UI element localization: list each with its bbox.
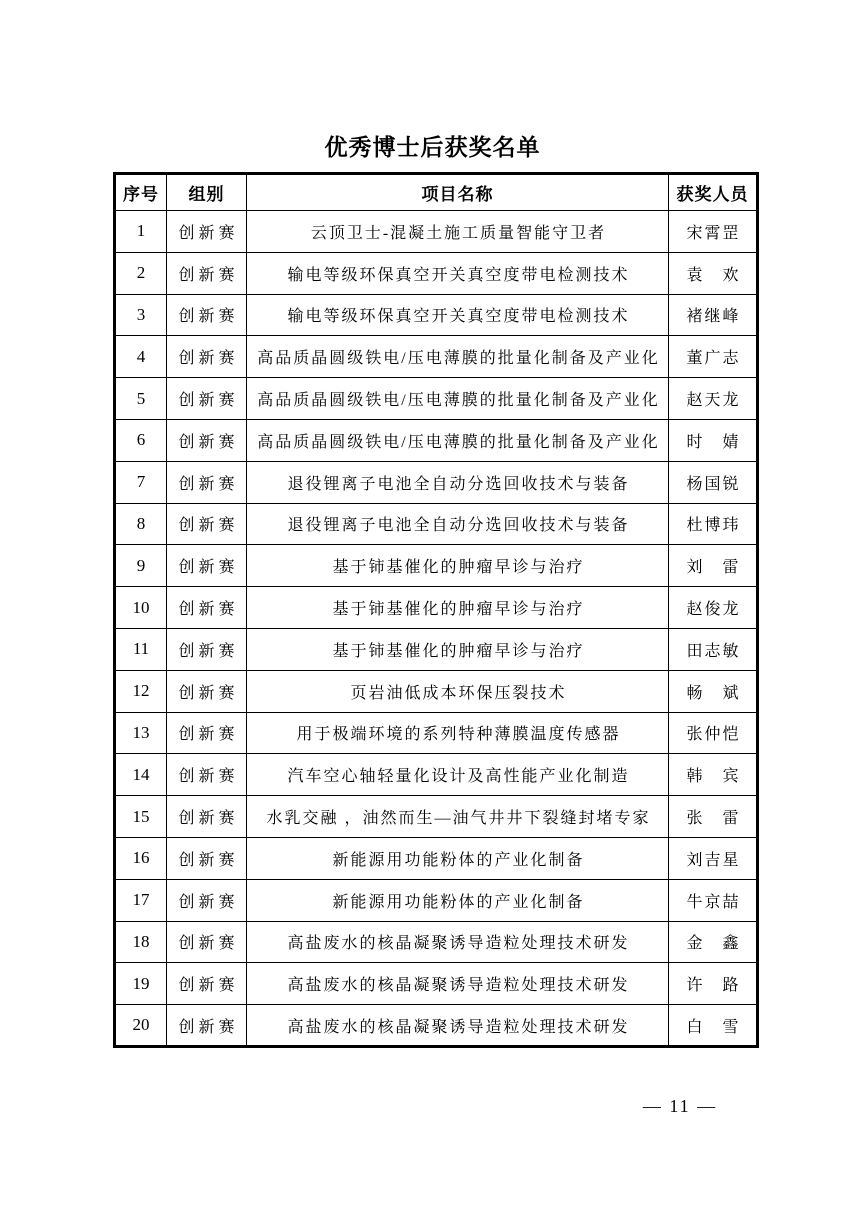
cell-project: 基于铈基催化的肿瘤早诊与治疗 <box>247 545 669 587</box>
cell-group: 创新赛 <box>167 670 247 712</box>
cell-number: 7 <box>115 461 167 503</box>
cell-project: 基于铈基催化的肿瘤早诊与治疗 <box>247 628 669 670</box>
table-row <box>115 670 758 712</box>
table-row <box>115 1005 758 1047</box>
table-row <box>115 921 758 963</box>
cell-number: 9 <box>115 545 167 587</box>
cell-winner: 宋霄罡 <box>669 211 758 253</box>
cell-number: 10 <box>115 587 167 629</box>
cell-group: 创新赛 <box>167 628 247 670</box>
awards-table <box>113 172 759 1048</box>
cell-number: 19 <box>115 963 167 1005</box>
table-row <box>115 712 758 754</box>
page-title: 优秀博士后获奖名单 <box>324 134 541 160</box>
cell-group: 创新赛 <box>167 712 247 754</box>
cell-winner: 杜博玮 <box>669 503 758 545</box>
cell-group: 创新赛 <box>167 503 247 545</box>
cell-winner: 金 鑫 <box>669 921 758 963</box>
cell-project: 用于极端环境的系列特种薄膜温度传感器 <box>247 712 669 754</box>
cell-winner: 刘吉星 <box>669 837 758 879</box>
cell-number: 8 <box>115 503 167 545</box>
cell-winner: 畅 斌 <box>669 670 758 712</box>
cell-group: 创新赛 <box>167 1005 247 1047</box>
cell-number: 12 <box>115 670 167 712</box>
cell-project: 水乳交融 ，油然而生—油气井井下裂缝封堵专家 <box>247 796 669 838</box>
table-row <box>115 963 758 1005</box>
cell-number: 15 <box>115 796 167 838</box>
table-row <box>115 545 758 587</box>
cell-number: 18 <box>115 921 167 963</box>
cell-group: 创新赛 <box>167 837 247 879</box>
table-row <box>115 503 758 545</box>
cell-project: 输电等级环保真空开关真空度带电检测技术 <box>247 252 669 294</box>
cell-number: 5 <box>115 378 167 420</box>
cell-winner: 杨国锐 <box>669 461 758 503</box>
table-row <box>115 294 758 336</box>
cell-group: 创新赛 <box>167 879 247 921</box>
cell-winner: 时 婧 <box>669 419 758 461</box>
cell-group: 创新赛 <box>167 252 247 294</box>
cell-project: 高盐废水的核晶凝聚诱导造粒处理技术研发 <box>247 963 669 1005</box>
cell-project: 高品质晶圆级铁电/压电薄膜的批量化制备及产业化 <box>247 378 669 420</box>
table-row <box>115 796 758 838</box>
cell-group: 创新赛 <box>167 796 247 838</box>
cell-winner: 褚继峰 <box>669 294 758 336</box>
cell-group: 创新赛 <box>167 211 247 253</box>
cell-group: 创新赛 <box>167 963 247 1005</box>
cell-winner: 刘 雷 <box>669 545 758 587</box>
cell-winner: 田志敏 <box>669 628 758 670</box>
table-row <box>115 378 758 420</box>
cell-project: 高盐废水的核晶凝聚诱导造粒处理技术研发 <box>247 1005 669 1047</box>
cell-number: 1 <box>115 211 167 253</box>
cell-winner: 张仲恺 <box>669 712 758 754</box>
cell-group: 创新赛 <box>167 545 247 587</box>
table-row <box>115 628 758 670</box>
cell-project: 汽车空心轴轻量化设计及高性能产业化制造 <box>247 754 669 796</box>
cell-winner: 赵俊龙 <box>669 587 758 629</box>
cell-number: 4 <box>115 336 167 378</box>
cell-winner: 袁 欢 <box>669 252 758 294</box>
cell-group: 创新赛 <box>167 336 247 378</box>
cell-group: 创新赛 <box>167 419 247 461</box>
cell-number: 11 <box>115 628 167 670</box>
table-row <box>115 461 758 503</box>
cell-project: 高品质晶圆级铁电/压电薄膜的批量化制备及产业化 <box>247 419 669 461</box>
cell-group: 创新赛 <box>167 587 247 629</box>
cell-number: 14 <box>115 754 167 796</box>
table-header-row <box>115 174 758 211</box>
cell-number: 3 <box>115 294 167 336</box>
cell-winner: 牛京喆 <box>669 879 758 921</box>
table-row <box>115 754 758 796</box>
cell-group: 创新赛 <box>167 921 247 963</box>
table-body <box>115 211 758 1047</box>
cell-project: 新能源用功能粉体的产业化制备 <box>247 837 669 879</box>
cell-winner: 韩 宾 <box>669 754 758 796</box>
table-row <box>115 252 758 294</box>
header-project: 项目名称 <box>247 174 669 211</box>
cell-group: 创新赛 <box>167 754 247 796</box>
table-row <box>115 587 758 629</box>
cell-number: 13 <box>115 712 167 754</box>
table-row <box>115 837 758 879</box>
cell-number: 20 <box>115 1005 167 1047</box>
cell-number: 17 <box>115 879 167 921</box>
cell-winner: 赵天龙 <box>669 378 758 420</box>
table-row <box>115 419 758 461</box>
cell-project: 退役锂离子电池全自动分选回收技术与装备 <box>247 503 669 545</box>
cell-project: 云顶卫士-混凝土施工质量智能守卫者 <box>247 211 669 253</box>
cell-group: 创新赛 <box>167 378 247 420</box>
cell-project: 高盐废水的核晶凝聚诱导造粒处理技术研发 <box>247 921 669 963</box>
cell-group: 创新赛 <box>167 294 247 336</box>
cell-winner: 张 雷 <box>669 796 758 838</box>
cell-project: 页岩油低成本环保压裂技术 <box>247 670 669 712</box>
table-row <box>115 879 758 921</box>
page-number: — 11 — <box>642 1096 718 1116</box>
table-row <box>115 211 758 253</box>
cell-group: 创新赛 <box>167 461 247 503</box>
cell-project: 退役锂离子电池全自动分选回收技术与装备 <box>247 461 669 503</box>
cell-winner: 许 路 <box>669 963 758 1005</box>
cell-number: 2 <box>115 252 167 294</box>
cell-number: 6 <box>115 419 167 461</box>
table-row <box>115 336 758 378</box>
cell-project: 新能源用功能粉体的产业化制备 <box>247 879 669 921</box>
cell-project: 基于铈基催化的肿瘤早诊与治疗 <box>247 587 669 629</box>
cell-winner: 白 雪 <box>669 1005 758 1047</box>
cell-project: 高品质晶圆级铁电/压电薄膜的批量化制备及产业化 <box>247 336 669 378</box>
cell-number: 16 <box>115 837 167 879</box>
header-group: 组别 <box>167 174 247 211</box>
cell-project: 输电等级环保真空开关真空度带电检测技术 <box>247 294 669 336</box>
cell-winner: 董广志 <box>669 336 758 378</box>
table-header <box>115 174 758 211</box>
header-winner: 获奖人员 <box>669 174 758 211</box>
header-number: 序号 <box>115 174 167 211</box>
